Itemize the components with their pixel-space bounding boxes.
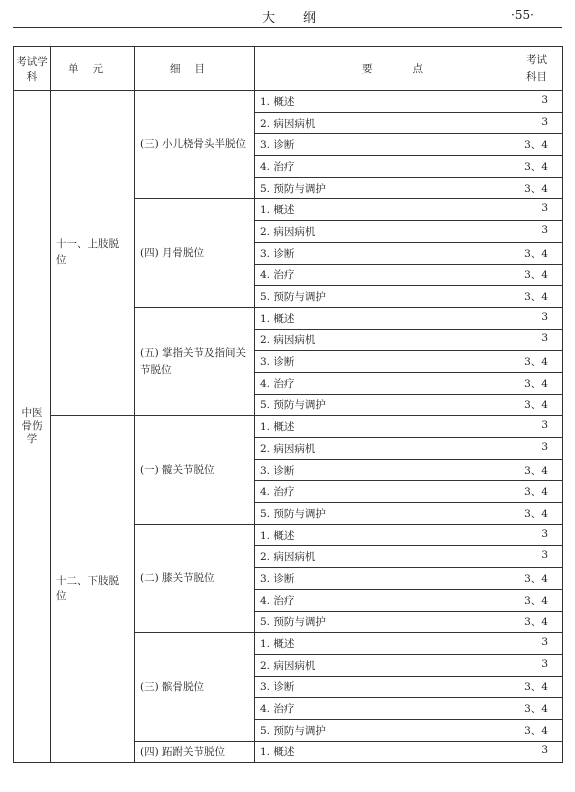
- level-text: 3: [541, 332, 548, 345]
- point-text: 3. 诊断: [260, 356, 295, 369]
- level-text: 3: [541, 549, 548, 562]
- syllabus-body: [14, 91, 563, 763]
- point-text: 3. 诊断: [260, 572, 295, 585]
- level-text: 3: [541, 93, 548, 106]
- point-text: 2. 病因病机: [260, 117, 316, 130]
- point-cell: [255, 199, 563, 221]
- level-text: 3、4: [524, 139, 548, 152]
- level-text: 3、4: [524, 377, 548, 390]
- point-text: 3. 诊断: [260, 681, 295, 694]
- detail-cell: (二) 膝关节脱位: [135, 524, 255, 632]
- point-text: 3. 诊断: [260, 247, 295, 260]
- detail-cell: (一) 髋关节脱位: [135, 416, 255, 524]
- level-text: 3: [541, 223, 548, 236]
- level-text: 3: [541, 419, 548, 432]
- detail-cell: (三) 髌骨脱位: [135, 633, 255, 741]
- level-text: 3、4: [524, 399, 548, 412]
- point-text: 5. 预防与调护: [260, 724, 326, 737]
- point-text: 4. 治疗: [260, 594, 295, 607]
- level-text: 3、4: [524, 724, 548, 737]
- level-text: 3、4: [524, 356, 548, 369]
- level-text: 3: [541, 310, 548, 323]
- point-cell: [255, 307, 563, 329]
- column-header-detail: 细目: [135, 47, 255, 91]
- point-cell: [255, 741, 563, 763]
- page-header-title: 大纲: [262, 11, 345, 26]
- table-row: [14, 91, 563, 113]
- table-row: [14, 416, 563, 438]
- column-header-subject: 考试学科: [14, 47, 51, 91]
- point-text: 3. 诊断: [260, 139, 295, 152]
- point-cell: [255, 459, 563, 481]
- point-text: 5. 预防与调护: [260, 182, 326, 195]
- point-cell: [255, 112, 563, 134]
- point-cell: [255, 633, 563, 655]
- point-text: 4. 治疗: [260, 377, 295, 390]
- column-header-level: 考试科目: [526, 54, 547, 83]
- detail-cell: (四) 跖跗关节脱位: [135, 741, 255, 763]
- point-cell: [255, 719, 563, 741]
- point-text: 4. 治疗: [260, 269, 295, 282]
- point-cell: [255, 351, 563, 373]
- point-cell: [255, 568, 563, 590]
- level-text: 3: [541, 527, 548, 540]
- point-cell: [255, 611, 563, 633]
- point-cell: [255, 329, 563, 351]
- point-cell: [255, 156, 563, 178]
- level-text: 3: [541, 202, 548, 215]
- point-cell: [255, 503, 563, 525]
- level-text: 3、4: [524, 507, 548, 520]
- point-cell: [255, 698, 563, 720]
- point-text: 1. 概述: [260, 529, 295, 542]
- level-text: 3、4: [524, 464, 548, 477]
- point-cell: [255, 134, 563, 156]
- point-text: 4. 治疗: [260, 486, 295, 499]
- point-cell: [255, 394, 563, 416]
- level-text: 3: [541, 115, 548, 128]
- point-cell: [255, 264, 563, 286]
- unit-cell: 十一、上肢脱位: [51, 91, 135, 416]
- level-text: 3、4: [524, 572, 548, 585]
- level-text: 3: [541, 636, 548, 649]
- level-text: 3、4: [524, 247, 548, 260]
- point-text: 5. 预防与调护: [260, 616, 326, 629]
- point-text: 2. 病因病机: [260, 442, 316, 455]
- level-text: 3: [541, 657, 548, 670]
- point-text: 2. 病因病机: [260, 551, 316, 564]
- point-text: 5. 预防与调护: [260, 399, 326, 412]
- level-text: 3、4: [524, 594, 548, 607]
- point-cell: [255, 372, 563, 394]
- point-cell: [255, 416, 563, 438]
- header-rule: [13, 27, 562, 28]
- level-text: 3、4: [524, 486, 548, 499]
- point-text: 5. 预防与调护: [260, 507, 326, 520]
- detail-cell: (三) 小儿桡骨头半脱位: [135, 91, 255, 199]
- point-text: 2. 病因病机: [260, 334, 316, 347]
- point-text: 5. 预防与调护: [260, 291, 326, 304]
- level-text: 3、4: [524, 681, 548, 694]
- page-number: ·55·: [511, 8, 534, 22]
- point-cell: [255, 438, 563, 460]
- point-cell: [255, 546, 563, 568]
- point-cell: [255, 286, 563, 308]
- point-cell: [255, 177, 563, 199]
- point-text: 2. 病因病机: [260, 225, 316, 238]
- point-text: 1. 概述: [260, 746, 295, 759]
- level-text: 3、4: [524, 616, 548, 629]
- level-text: 3、4: [524, 182, 548, 195]
- point-cell: [255, 676, 563, 698]
- point-cell: [255, 242, 563, 264]
- column-header-point: 要点: [362, 63, 463, 75]
- level-text: 3、4: [524, 160, 548, 173]
- point-text: 3. 诊断: [260, 464, 295, 477]
- detail-cell: (五) 掌指关节及指间关节脱位: [135, 307, 255, 415]
- column-header-point-and-level: [255, 47, 563, 91]
- point-text: 1. 概述: [260, 421, 295, 434]
- detail-cell: (四) 月骨脱位: [135, 199, 255, 307]
- point-text: 1. 概述: [260, 312, 295, 325]
- column-header-unit: 单元: [51, 47, 135, 91]
- point-cell: [255, 481, 563, 503]
- point-cell: [255, 221, 563, 243]
- level-text: 3、4: [524, 703, 548, 716]
- point-cell: [255, 654, 563, 676]
- level-text: 3、4: [524, 269, 548, 282]
- point-cell: [255, 91, 563, 113]
- point-text: 4. 治疗: [260, 160, 295, 173]
- point-text: 2. 病因病机: [260, 659, 316, 672]
- point-text: 1. 概述: [260, 204, 295, 217]
- point-cell: [255, 524, 563, 546]
- level-text: 3: [541, 440, 548, 453]
- point-text: 1. 概述: [260, 638, 295, 651]
- point-text: 4. 治疗: [260, 703, 295, 716]
- subject-cell: 中医骨伤学: [14, 91, 51, 763]
- point-text: 1. 概述: [260, 95, 295, 108]
- unit-cell: 十二、下肢脱位: [51, 416, 135, 763]
- syllabus-table: [13, 46, 563, 763]
- level-text: 3: [541, 744, 548, 757]
- level-text: 3、4: [524, 291, 548, 304]
- point-cell: [255, 589, 563, 611]
